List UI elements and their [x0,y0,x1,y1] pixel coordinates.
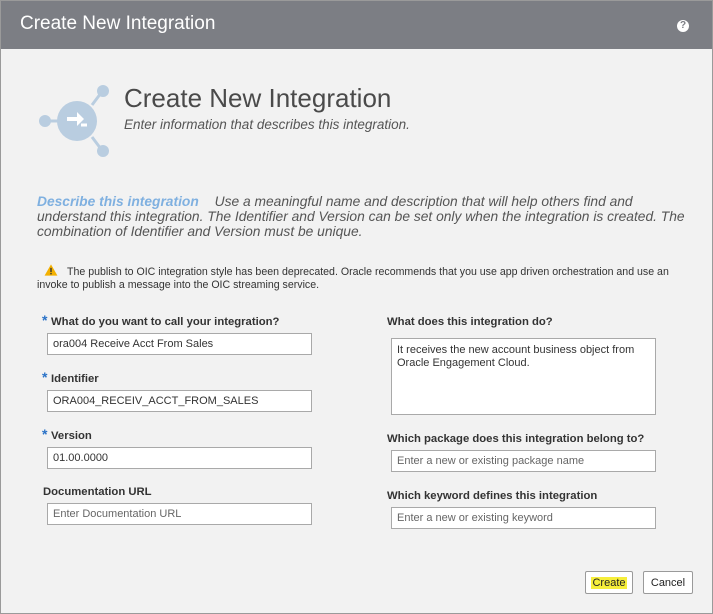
description-textarea[interactable] [391,338,656,415]
name-input[interactable] [47,333,312,355]
identifier-label: Identifier [51,373,99,385]
required-marker: * [42,312,48,328]
keyword-input[interactable] [391,507,656,529]
describe-section [37,194,687,239]
version-label: Version [51,430,92,442]
create-button-label: Create [592,576,626,589]
create-button[interactable] [585,571,633,594]
page-subtitle: Enter information that describes this integration. [124,117,410,132]
keyword-label: Which keyword defines this integration [387,490,598,502]
doc-url-input[interactable] [47,503,312,525]
deprecation-warning [37,264,677,291]
integration-icon [37,81,113,161]
doc-url-label: Documentation URL [43,486,152,498]
required-marker: * [42,369,48,385]
warning-text: The publish to OIC integration style has been deprecated. Oracle recommends that you use app driven orchestration and use an invoke to publish a message into the OIC streaming service. [37,266,669,291]
dialog-titlebar [1,1,712,49]
package-input[interactable] [391,450,656,472]
page-title: Create New Integration [124,83,392,113]
dialog-title: Create New Integration [20,13,216,34]
describe-link[interactable]: Describe this integration [37,194,199,209]
description-label: What does this integration do? [387,316,553,328]
describe-text: Use a meaningful name and description that will help others find and understand this integration. The Identifier and Version can be set only when the integration is created. The combination of Identifier and Version must be unique. [37,194,685,239]
help-icon[interactable]: ? [677,20,689,32]
cancel-button[interactable]: Cancel [643,571,693,594]
version-input[interactable] [47,447,312,469]
identifier-input[interactable] [47,390,312,412]
warning-icon [43,264,59,276]
name-label: What do you want to call your integration? [51,316,280,328]
package-label: Which package does this integration belong to? [387,433,645,445]
required-marker: * [42,426,48,442]
